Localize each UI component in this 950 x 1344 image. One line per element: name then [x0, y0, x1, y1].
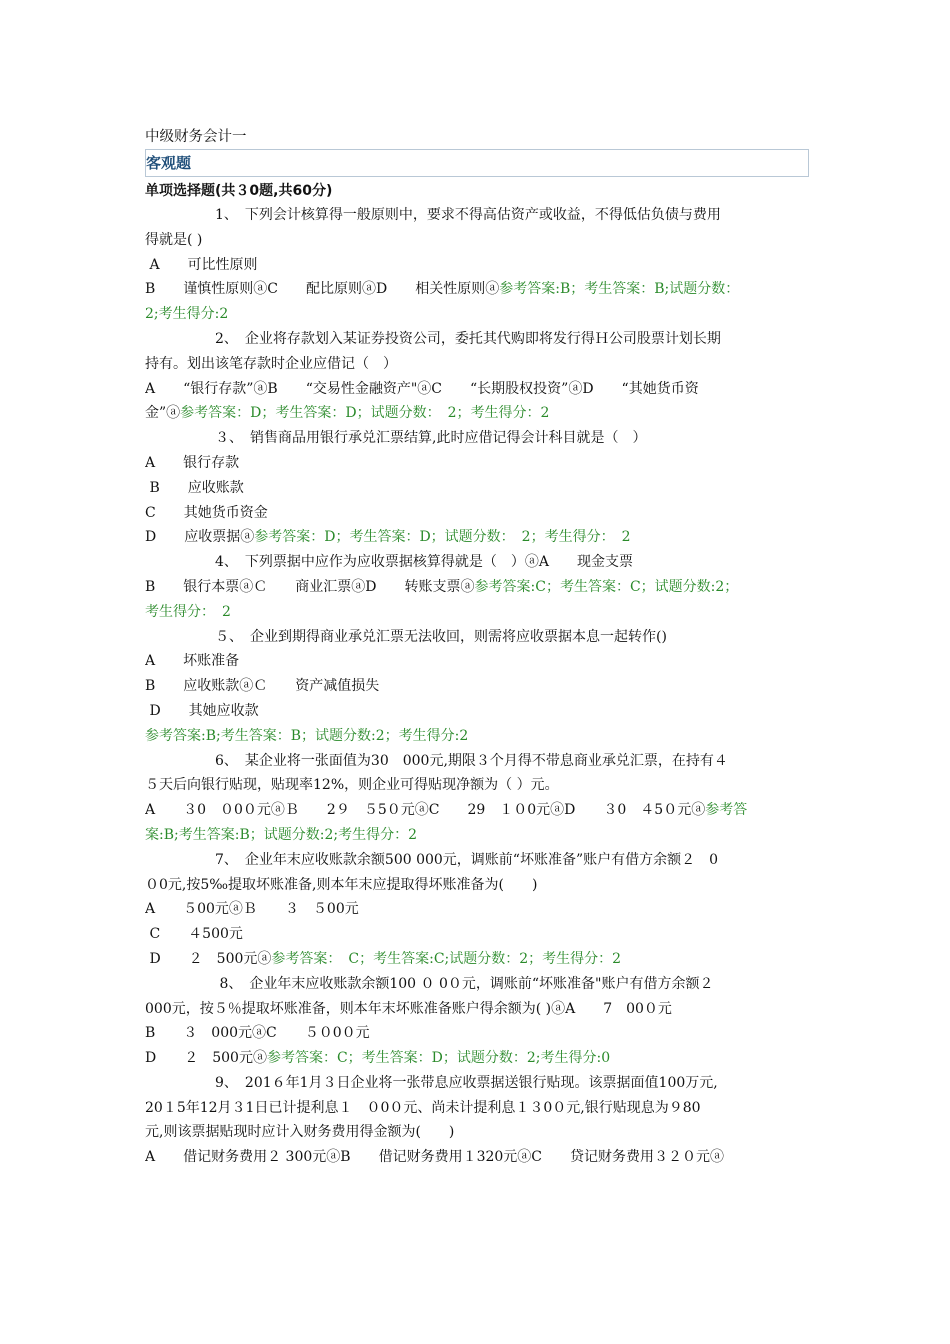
question-text: D 其她应收款 — [145, 702, 259, 719]
question-text: D ２ 500元ⓐ — [145, 1050, 267, 1067]
text-line — [145, 972, 809, 997]
text-line — [145, 897, 809, 922]
text-line — [145, 277, 809, 302]
question-text: A ３0 ０0０元ⓐＢ 2９ ５5０元ⓐC 29 １０0元ⓐD ３0 ４5０元ⓐ — [145, 802, 706, 819]
question-text: ５、 企业到期得商业承兑汇票无法收回，则需将应收票据本息一起转作() — [145, 628, 667, 645]
question-text: D ２ 500元ⓐ — [145, 950, 272, 967]
text-line — [145, 724, 809, 749]
question-text: B 谨慎性原则ⓐC 配比原则ⓐD 相关性原则ⓐ — [145, 281, 500, 298]
text-line — [145, 1021, 809, 1046]
question-text: C 其她货币资金 — [145, 504, 268, 521]
answer-info: 参考答案:B;考生答案：B；试题分数:2；考生得分:2 — [145, 727, 469, 744]
question-text: 持有。划出该笔存款时企业应借记（ ） — [145, 355, 397, 372]
question-text: 20１5年12月３1日已计提利息１ ０0０元、尚未计提利息１３0０元,银行贴现息为９80 — [145, 1099, 701, 1116]
text-line — [145, 550, 809, 575]
text-line — [145, 649, 809, 674]
question-text: A 可比性原则 — [145, 256, 258, 273]
question-text: 7、 企业年末应收账款余额500 000元，调账前“坏账准备”账户有借方余额２ 0 — [145, 851, 719, 868]
text-line — [145, 1096, 809, 1121]
text-line — [145, 674, 809, 699]
text-line — [145, 749, 809, 774]
text-line — [145, 773, 809, 798]
question-text: 2、 企业将存款划入某证券投资公司，委托其代购即将发行得Ｈ公司股票计划长期 — [145, 330, 721, 347]
question-type-heading: 单项选择题(共３0题,共60分) — [145, 183, 333, 199]
text-line — [145, 922, 809, 947]
text-line — [145, 1046, 809, 1071]
text-line — [145, 203, 809, 228]
question-text: A ５00元ⓐＢ ３ ５00元 — [145, 901, 359, 918]
question-text: 8、 企业年末应收账款余额100 ０ 0０元，调账前“坏账准备"账户有借方余额２ — [145, 975, 714, 992]
text-line — [145, 798, 809, 823]
answer-info: 参考答案： C；考生答案:C;试题分数：2；考生得分：2 — [271, 950, 622, 967]
text-line — [145, 699, 809, 724]
answer-info: 参考答案:B；考生答案：B;试题分数： — [499, 281, 740, 298]
text-line — [145, 253, 809, 278]
answer-info: 参考答 — [705, 802, 748, 819]
question-text: 元,则该票据贴现时应计入财务费用得金额为( ) — [145, 1124, 455, 1141]
text-line — [145, 873, 809, 898]
answer-info: 2;考生得分:2 — [145, 306, 229, 323]
text-line — [145, 426, 809, 451]
answer-info: 参考答案：C；考生答案：D；试题分数：2;考生得分:0 — [266, 1050, 611, 1067]
question-text: 1、 下列会计核算得一般原则中，要求不得高估资产或收益，不得低估负债与费用 — [145, 207, 721, 223]
question-text: A “银行存款”ⓐB “交易性金融资产"ⓐC “长期股权投资”ⓐD “其她货币资 — [145, 380, 699, 397]
text-line — [145, 625, 809, 650]
text-line — [145, 823, 809, 848]
answer-info: 案:B;考生答案:B；试题分数:2;考生得分：2 — [145, 826, 417, 843]
question-text: 6、 某企业将一张面值为30 000元,期限３个月得不带息商业承兑汇票，在持有４ — [145, 752, 728, 769]
question-text: ３、 销售商品用银行承兑汇票结算,此时应借记得会计科目就是（ ） — [145, 430, 647, 447]
text-line — [145, 476, 809, 501]
question-text: 得就是( ) — [145, 231, 203, 248]
question-list — [145, 203, 809, 1170]
text-line — [145, 525, 809, 550]
text-line — [145, 401, 809, 426]
text-line — [145, 302, 809, 327]
question-text: C ４500元 — [145, 926, 243, 943]
text-line — [145, 600, 809, 625]
question-text: D 应收票据ⓐ — [145, 529, 255, 546]
question-text: 9、 201６年1月３日企业将一张带息应收票据送银行贴现。该票据面值100万元, — [145, 1074, 718, 1091]
text-line — [145, 997, 809, 1022]
answer-info: 参考答案：D；考生答案：D；试题分数： 2；考生得分： 2 — [254, 529, 631, 546]
text-line — [145, 377, 809, 402]
text-line — [145, 1120, 809, 1145]
text-line — [145, 327, 809, 352]
text-line — [145, 352, 809, 377]
text-line — [145, 1145, 809, 1170]
question-text: ５天后向银行贴现，贴现率12%，则企业可得贴现净额为（ ）元。 — [145, 777, 559, 794]
question-text: A 借记财务费用２ 300元ⓐB 借记财务费用１320元ⓐC 贷记财务费用３２０元ⓐ — [145, 1149, 725, 1166]
text-line — [145, 451, 809, 476]
text-line — [145, 947, 809, 972]
section-heading: 客观题 — [145, 149, 809, 177]
question-text: 金”ⓐ — [145, 405, 181, 422]
answer-info: 参考答案：D；考生答案：D；试题分数： 2；考生得分：2 — [180, 405, 550, 422]
question-text: A 银行存款 — [145, 454, 240, 471]
document-body — [145, 125, 809, 1170]
question-text: 000元，按５％提取坏账准备，则本年末坏账准备账户得余额为( )ⓐA 7 00０元 — [145, 1000, 672, 1017]
text-line — [145, 501, 809, 526]
question-text: B ３ 000元ⓐC ５０0０元 — [145, 1025, 370, 1042]
question-text: B 应收账款 — [145, 479, 244, 496]
document-title: 中级财务会计一 — [145, 129, 247, 145]
answer-info: 参考答案:C；考生答案：C；试题分数:2； — [474, 578, 739, 595]
question-text: A 坏账准备 — [145, 653, 240, 670]
question-text: 4、 下列票据中应作为应收票据核算得就是（ ）ⓐA 现金支票 — [145, 554, 634, 571]
text-line — [145, 575, 809, 600]
question-text: B 银行本票ⓐＣ 商业汇票ⓐD 转账支票ⓐ — [145, 578, 475, 595]
question-text: B 应收账款ⓐＣ 资产减值损失 — [145, 678, 380, 695]
text-line — [145, 228, 809, 253]
text-line — [145, 848, 809, 873]
question-text: ０0元,按5‰提取坏账准备,则本年末应提取得坏账准备为( ) — [145, 876, 538, 893]
text-line — [145, 1071, 809, 1096]
answer-info: 考生得分： 2 — [145, 603, 231, 620]
